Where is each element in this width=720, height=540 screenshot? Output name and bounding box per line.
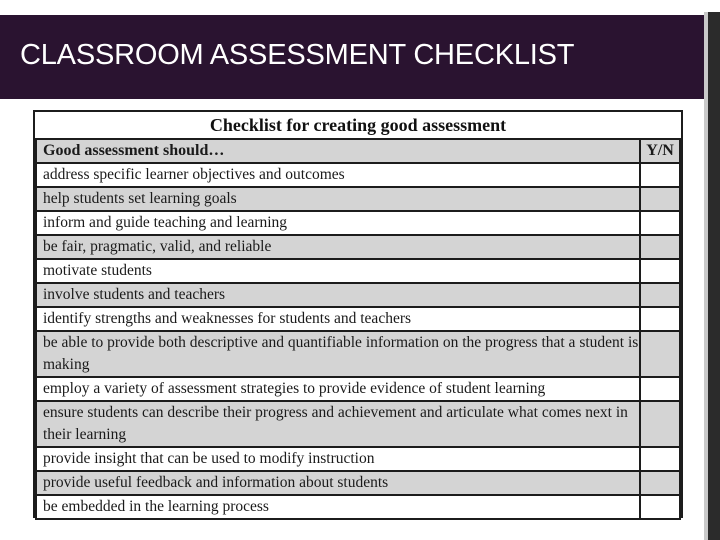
- yn-cell[interactable]: [640, 307, 680, 331]
- criterion-cell: be able to provide both descriptive and quantifiable information on the progress that a student is making: [36, 331, 640, 377]
- criterion-cell: ensure students can describe their progress and achievement and articulate what comes next in their learning: [36, 401, 640, 447]
- criterion-cell: employ a variety of assessment strategies to provide evidence of student learning: [36, 377, 640, 401]
- yn-cell[interactable]: [640, 235, 680, 259]
- yn-cell[interactable]: [640, 211, 680, 235]
- yn-cell[interactable]: [640, 187, 680, 211]
- table-row: [36, 259, 680, 283]
- checklist-table: [35, 138, 681, 520]
- yn-cell[interactable]: [640, 401, 680, 447]
- criterion-cell: involve students and teachers: [36, 283, 640, 307]
- table-row: [36, 377, 680, 401]
- table-row: [36, 235, 680, 259]
- table-row: [36, 447, 680, 471]
- table-row: [36, 307, 680, 331]
- yn-cell[interactable]: [640, 377, 680, 401]
- yn-cell[interactable]: [640, 495, 680, 519]
- table-header-row: [36, 139, 680, 163]
- yn-header: Y/N: [640, 139, 680, 163]
- yn-cell[interactable]: [640, 331, 680, 377]
- table-row: [36, 401, 680, 447]
- criterion-header: Good assessment should…: [36, 139, 640, 163]
- slide-title: CLASSROOM ASSESSMENT CHECKLIST: [20, 39, 575, 71]
- yn-cell[interactable]: [640, 471, 680, 495]
- table-row: [36, 495, 680, 519]
- yn-cell[interactable]: [640, 447, 680, 471]
- criterion-cell: inform and guide teaching and learning: [36, 211, 640, 235]
- table-row: [36, 211, 680, 235]
- table-row: [36, 187, 680, 211]
- right-edge-strip: [708, 12, 720, 540]
- criterion-cell: identify strengths and weaknesses for students and teachers: [36, 307, 640, 331]
- criterion-cell: provide useful feedback and information about students: [36, 471, 640, 495]
- table-row: [36, 163, 680, 187]
- checklist-caption: Checklist for creating good assessment: [209, 115, 507, 135]
- table-row: [36, 331, 680, 377]
- criterion-cell: provide insight that can be used to modify instruction: [36, 447, 640, 471]
- criterion-cell: motivate students: [36, 259, 640, 283]
- criterion-cell: be embedded in the learning process: [36, 495, 640, 519]
- criterion-cell: be fair, pragmatic, valid, and reliable: [36, 235, 640, 259]
- yn-cell[interactable]: [640, 163, 680, 187]
- criterion-cell: help students set learning goals: [36, 187, 640, 211]
- yn-cell[interactable]: [640, 259, 680, 283]
- table-row: [36, 471, 680, 495]
- table-row: [36, 283, 680, 307]
- criterion-cell: address specific learner objectives and outcomes: [36, 163, 640, 187]
- yn-cell[interactable]: [640, 283, 680, 307]
